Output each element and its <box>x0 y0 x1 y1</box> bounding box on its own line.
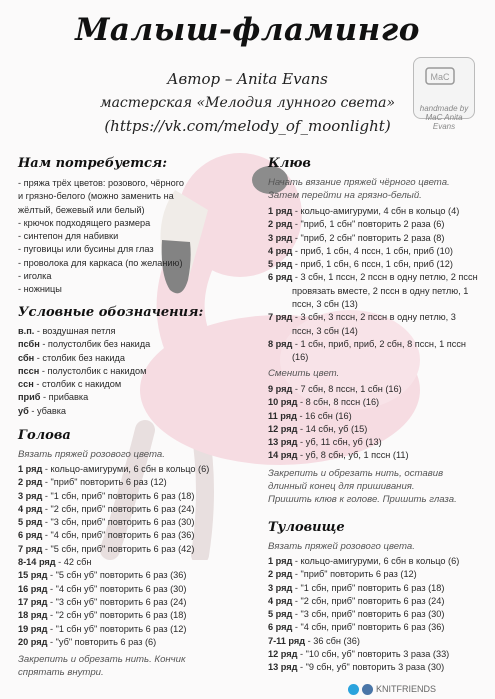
table-row: 3 ряд - "1 сбн, приб" повторить 6 раз (18) <box>268 582 445 593</box>
body-heading: Туловище <box>268 520 345 535</box>
table-row: 20 ряд - "уб" повторить 6 раз (6) <box>18 636 157 647</box>
list-item: - синтепон для набивки <box>18 231 119 242</box>
head-heading: Голова <box>18 428 71 443</box>
table-row: 9 ряд - 7 сбн, 8 пссн, 1 сбн (16) <box>268 384 402 394</box>
head-intro: Вязать пряжей розового цвета. <box>18 449 165 460</box>
badge-logo-icon <box>414 58 474 98</box>
table-row: 16 ряд - "4 сбн уб" повторить 6 раз (30) <box>18 583 187 594</box>
table-row: 14 ряд - уб, 8 сбн, уб, 1 пссн (11) <box>268 450 409 461</box>
legend-list <box>18 325 150 418</box>
beak-change-color: Сменить цвет. <box>268 368 340 379</box>
studio-line: мастерская «Мелодия лунного света» <box>99 95 396 111</box>
table-row: 8 ряд - 1 сбн, приб, приб, 2 сбн, 8 пссн, 1 пссн (16) <box>268 338 466 363</box>
svg-text:MaC: MaC <box>430 72 450 82</box>
legend-heading: Условные обозначения: <box>18 305 204 320</box>
table-row: 12 ряд - 14 сбн, уб (15) <box>268 423 368 434</box>
table-row: 5 ряд - "3 сбн, приб" повторить 6 раз (30) <box>268 609 445 620</box>
beak-rows-2 <box>268 383 409 463</box>
legend-item: ссн - столбик с накидом <box>18 379 122 390</box>
table-row: 6 ряд - 3 сбн, 1 пссн, 2 пссн в одну петлю, 2 пссн провязать вместе, 2 пссн в одну петлю, 1 пссн, 3 сбн (13) <box>268 272 478 310</box>
table-row: 4 ряд - приб, 1 сбн, 4 пссн, 1 сбн, приб (10) <box>268 245 453 256</box>
beak-outro-1: Закрепить и обрезать нить, оставив <box>268 468 444 479</box>
badge-text: handmade by MaC Anita Evans <box>419 104 469 131</box>
table-row: 8-14 ряд - 42 сбн <box>18 557 92 568</box>
beak-outro-3: Пришить клюв к голове. Пришить глаза. <box>268 494 457 505</box>
head-rows <box>18 463 209 649</box>
body-intro: Вязать пряжей розового цвета. <box>268 541 415 552</box>
table-row: 7-11 ряд - 36 сбн (36) <box>268 635 360 646</box>
author-line: Автор – Anita Evans <box>167 70 328 88</box>
body-rows <box>268 555 459 675</box>
table-row: 13 ряд - уб, 11 сбн, уб (13) <box>268 437 382 448</box>
table-row: 6 ряд - "4 сбн, приб" повторить 6 раз (36) <box>18 530 195 541</box>
table-row: 10 ряд - 8 сбн, 8 пссн (16) <box>268 397 380 408</box>
telegram-icon <box>348 684 359 695</box>
legend-item: уб - убавка <box>18 405 67 416</box>
table-row: 3 ряд - "1 сбн, приб" повторить 6 раз (18) <box>18 490 195 501</box>
table-row: 7 ряд - "5 сбн, приб" повторить 6 раз (42) <box>18 543 195 554</box>
table-row: 17 ряд - "3 сбн уб" повторить 6 раз (24) <box>18 596 187 607</box>
table-row: 15 ряд - "5 сбн уб" повторить 6 раз (36) <box>18 570 187 581</box>
beak-outro-2: длинный конец для пришивания. <box>268 481 415 492</box>
list-item: - пряжа трёх цветов: розового, чёрного <box>18 178 185 188</box>
table-row: 1 ряд - кольцо-амигуруми, 4 сбн в кольцо (4) <box>268 206 460 216</box>
list-item: - ножницы <box>18 284 62 295</box>
list-item: - проволока для каркаса (по желанию) <box>18 257 183 268</box>
table-row: 2 ряд - "приб" повторить 6 раз (12) <box>18 477 167 488</box>
table-row: 18 ряд - "2 сбн уб" повторить 6 раз (18) <box>18 610 187 621</box>
list-item: - пуговицы или бусины для глаз <box>18 244 154 255</box>
legend-item: псбн - полустолбик без накида <box>18 339 151 350</box>
list-item: и грязно-белого (можно заменить на <box>18 191 174 202</box>
head-outro-1: Закрепить и обрезать нить. Кончик <box>18 654 186 665</box>
beak-intro-2: Затем перейти на грязно-белый. <box>268 190 422 201</box>
table-row: 4 ряд - "2 сбн, приб" повторить 6 раз (24) <box>18 503 195 514</box>
table-row: 12 ряд - "10 сбн, уб" повторить 3 раза (33) <box>268 649 450 660</box>
vk-link[interactable]: (https://vk.com/melody_of_moonlight) <box>104 117 391 135</box>
table-row: 2 ряд - "приб, 1 сбн" повторить 2 раза (6) <box>268 219 445 230</box>
beak-heading: Клюв <box>268 156 311 171</box>
vk-icon <box>362 684 373 695</box>
list-item: - иголка <box>18 271 52 282</box>
legend-item: приб - прибавка <box>18 392 89 403</box>
materials-list <box>18 177 184 297</box>
legend-item: пссн - полустолбик с накидом <box>18 365 147 376</box>
beak-intro-1: Начать вязание пряжей чёрного цвета. <box>268 177 450 188</box>
list-item: жёлтый, бежевый или белый) <box>18 204 145 215</box>
head-outro-2: спрятать внутри. <box>18 667 104 678</box>
beak-rows <box>268 205 480 365</box>
table-row: 6 ряд - "4 сбн, приб" повторить 6 раз (36) <box>268 622 445 633</box>
materials-heading: Нам потребуется: <box>18 156 168 171</box>
legend-item: сбн - столбик без накида <box>18 352 125 363</box>
table-row: 7 ряд - 3 сбн, 3 пссн, 2 пссн в одну петлю, 3 пссн, 3 сбн (14) <box>268 312 456 336</box>
table-row: 5 ряд - "3 сбн, приб" повторить 6 раз (30) <box>18 517 195 528</box>
list-item: - крючок подходящего размера <box>18 217 151 228</box>
table-row: 4 ряд - "2 сбн, приб" повторить 6 раз (24) <box>268 595 445 606</box>
page-title: Малыш-фламинго <box>75 12 420 48</box>
table-row: 11 ряд - 16 сбн (16) <box>268 410 352 421</box>
table-row: 1 ряд - кольцо-амигуруми, 6 сбн в кольцо (6) <box>18 464 210 474</box>
footer-watermark: KNITFRIENDS <box>376 684 437 694</box>
table-row: 19 ряд - "1 сбн уб" повторить 6 раз (12) <box>18 623 187 634</box>
table-row: 13 ряд - "9 сбн, уб" повторить 3 раза (30) <box>268 662 445 673</box>
table-row: 5 ряд - приб, 1 сбн, 6 пссн, 1 сбн, приб (12) <box>268 259 453 270</box>
table-row: 2 ряд - "приб" повторить 6 раз (12) <box>268 569 417 580</box>
legend-item: в.п. - воздушная петля <box>18 326 116 336</box>
table-row: 1 ряд - кольцо-амигуруми, 6 сбн в кольцо (6) <box>268 556 460 566</box>
table-row: 3 ряд - "приб, 2 сбн" повторить 2 раза (8) <box>268 232 445 243</box>
